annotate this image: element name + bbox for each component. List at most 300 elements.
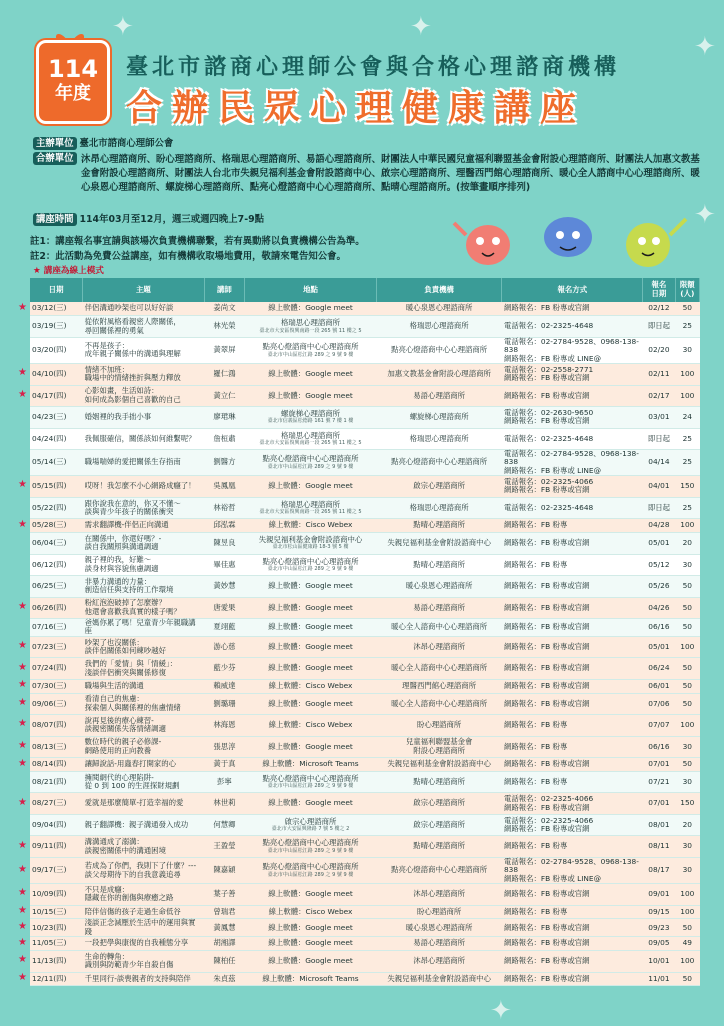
- row-location: [245, 793, 377, 815]
- row-org-text: 失親兒福利基金會附設諮商中心: [387, 973, 491, 983]
- row-register-text: 網路報名：FB 粉專: [503, 776, 568, 786]
- row-speaker: [204, 937, 245, 951]
- row-cap-text: 100: [680, 520, 695, 530]
- row-speaker: [204, 316, 245, 338]
- row-date: [30, 857, 83, 883]
- badge-year: 年度: [55, 83, 91, 104]
- row-date: [30, 836, 83, 858]
- row-topic-text: 跟你說我在意的，你又不懂～ 談與青少年孩子的關係衝突: [84, 498, 181, 516]
- row-org-text: 盼心理諮商所: [416, 720, 462, 730]
- row-speaker: [204, 364, 245, 386]
- row-cap: [675, 385, 699, 407]
- table-row: [30, 636, 700, 658]
- row-topic-text: 陪伴信傷的孩子走過生命低谷: [84, 906, 181, 916]
- row-topic-text: 需求翻譯機-伴侶正向溝通: [84, 520, 169, 530]
- row-date-text: 05/22(四): [32, 502, 67, 512]
- row-register-text: 網路報名：FB 粉專或官網: [503, 938, 590, 948]
- row-speaker: [204, 533, 245, 555]
- row-topic: [83, 407, 205, 429]
- row-location-text: 格瑞思心理諮商所: [280, 499, 341, 509]
- row-org: [376, 476, 502, 498]
- row-register: [502, 814, 643, 836]
- table-row: [30, 576, 700, 598]
- row-cap: [675, 715, 699, 737]
- row-register-text: 電話報名：02-2630-9650 網路報名：FB 粉專或官網: [503, 407, 594, 426]
- row-register: [502, 597, 643, 619]
- row-cap-text: 100: [680, 889, 695, 899]
- row-topic: [83, 450, 205, 476]
- note-2: 註2：此活動為免費公益講座，如有機構收取場地費用，敬請來電告知公會。: [30, 251, 346, 262]
- row-org-text: 易語心理諮商所: [413, 390, 466, 400]
- star-icon: ★: [18, 661, 27, 673]
- row-deadline-text: 即日起: [647, 321, 671, 331]
- row-deadline-text: 即日起: [647, 502, 671, 512]
- row-register-text: 電話報名：02-2784-9528、0968-138-838 網路報名：FB 粉專或 LINE@: [503, 449, 639, 475]
- year-badge: [36, 40, 110, 124]
- row-location: [245, 597, 377, 619]
- row-speaker: [204, 636, 245, 658]
- table-header-row: [30, 278, 700, 302]
- row-cap-text: 30: [682, 776, 693, 786]
- row-location-text: 線上軟體：Microsoft Teams: [262, 973, 359, 983]
- row-register-text: 電話報名：02-2325-4066 網路報名：FB 粉專或官網: [503, 815, 594, 834]
- row-date-text: 05/14(三): [32, 457, 67, 467]
- row-org-text: 易語心理諮商所: [413, 938, 466, 948]
- star-icon: ★: [18, 887, 27, 899]
- row-deadline: [643, 937, 675, 951]
- row-org: [376, 758, 502, 772]
- table-row: [30, 814, 700, 836]
- star-icon: ★: [18, 739, 27, 751]
- row-deadline: [643, 693, 675, 715]
- row-date: [30, 450, 83, 476]
- row-date: [30, 884, 83, 906]
- row-speaker-text: 賴威達: [213, 681, 236, 691]
- row-location: [245, 450, 377, 476]
- row-date: [30, 497, 83, 519]
- row-topic: [83, 758, 205, 772]
- table-row: [30, 554, 700, 576]
- row-org-text: 加惠文教基金會附設心理諮商所: [387, 369, 491, 379]
- row-org-text: 格瑞思心理諮商所: [409, 502, 469, 512]
- row-deadline: [643, 450, 675, 476]
- badge-number: 114: [47, 55, 99, 83]
- star-icon: ★: [18, 600, 27, 612]
- blue-monster-icon: [544, 217, 592, 257]
- row-register: [502, 497, 643, 519]
- table-row: [30, 476, 700, 498]
- row-cap: [675, 884, 699, 906]
- row-register-text: 網路報名：FB 粉專: [503, 559, 568, 569]
- row-cap-text: 100: [680, 369, 695, 379]
- row-cap: [675, 316, 699, 338]
- star-icon: ★: [18, 863, 27, 875]
- row-location: [245, 736, 377, 758]
- row-cap: [675, 636, 699, 658]
- row-cap: [675, 519, 699, 533]
- row-deadline-text: 05/01: [648, 641, 670, 651]
- row-speaker: [204, 476, 245, 498]
- page-title: 合辦民眾心理健康講座: [126, 88, 587, 129]
- row-speaker-text: 黃于真: [213, 759, 236, 769]
- row-deadline-text: 05/01: [648, 538, 670, 548]
- table-row: [30, 758, 700, 772]
- row-topic-text: 數位時代的親子必修課- 網路使用的正向教養: [84, 737, 162, 755]
- row-location: [245, 576, 377, 598]
- row-location-text: 線上軟體：Cisco Webex: [268, 681, 353, 691]
- row-speaker-text: 羅仁鴻: [213, 369, 236, 379]
- row-speaker-text: 夏翊藍: [213, 622, 236, 632]
- row-date-text: 09/11(四): [32, 841, 67, 851]
- row-location-address: 臺北市大安區興隆路 7 號 5 樓之 2: [271, 826, 350, 833]
- row-topic: [83, 428, 205, 450]
- row-org-text: 格瑞思心理諮商所: [409, 433, 469, 443]
- row-org-text: 暖心全人諮商中心心理諮商所: [391, 663, 488, 673]
- row-location-text: 線上軟體：Google meet: [268, 922, 353, 932]
- row-cap: [675, 937, 699, 951]
- row-org: [376, 857, 502, 883]
- row-register-text: 網路報名：FB 粉專或官網: [503, 602, 590, 612]
- row-cap-text: 50: [682, 922, 693, 932]
- row-cap-text: 30: [682, 841, 693, 851]
- row-topic: [83, 836, 205, 858]
- table-row: [30, 364, 700, 386]
- row-deadline: [643, 407, 675, 429]
- row-org: [376, 679, 502, 693]
- row-topic: [83, 302, 205, 316]
- row-deadline: [643, 316, 675, 338]
- row-location-text: 線上軟體：Google meet: [268, 698, 353, 708]
- decor-star-icon: ✦: [112, 12, 134, 42]
- row-org: [376, 715, 502, 737]
- row-location-address: 臺北市中山區松江路 289 之 9 號 9 樓: [267, 871, 354, 878]
- row-location: [245, 836, 377, 858]
- row-register: [502, 857, 643, 883]
- row-topic-text: 爸媽你累了嗎！兒童青少年親職講座: [84, 618, 196, 636]
- row-cap: [675, 554, 699, 576]
- row-org: [376, 619, 502, 637]
- row-date: [30, 337, 83, 363]
- row-topic: [83, 857, 205, 883]
- row-cap-text: 30: [682, 559, 693, 569]
- row-location-text: 線上軟體：Google meet: [268, 663, 353, 673]
- row-deadline-text: 05/26: [648, 581, 670, 591]
- row-date-text: 08/13(三): [32, 741, 67, 751]
- row-date-text: 09/17(三): [32, 865, 67, 875]
- row-deadline-text: 09/23: [648, 922, 670, 932]
- table-row: [30, 337, 700, 363]
- row-speaker: [204, 385, 245, 407]
- row-topic-text: 看清自己的焦慮： 探索個人與關係裡的焦慮情緒: [84, 694, 181, 712]
- row-register: [502, 554, 643, 576]
- table-row: [30, 428, 700, 450]
- star-icon: ★: [18, 479, 27, 491]
- row-cap-text: 25: [682, 502, 693, 512]
- row-cap: [675, 450, 699, 476]
- row-org: [376, 519, 502, 533]
- table-row: [30, 972, 700, 986]
- row-speaker: [204, 619, 245, 637]
- row-register-text: 網路報名：FB 粉專或官網: [503, 390, 590, 400]
- row-location: [245, 636, 377, 658]
- row-topic: [83, 385, 205, 407]
- row-location-address: 臺北市中山區松江路 289 之 9 號 9 樓: [267, 565, 354, 572]
- row-topic: [83, 814, 205, 836]
- row-cap: [675, 793, 699, 815]
- row-topic-text: 讓歸說話-用蟲春打開家的心: [84, 759, 177, 769]
- row-location-text: 線上軟體：Google meet: [268, 938, 353, 948]
- row-deadline-text: 08/11: [648, 841, 670, 851]
- table-row: [30, 450, 700, 476]
- row-topic-text: 心影如畫，生活如詩： 如何成為影個自己喜歡的自己: [84, 386, 181, 404]
- row-topic-text: 千里同行-談喪親者的支持與陪伴: [84, 973, 191, 983]
- row-topic-text: 哎呀！我怎麼不小心網路成癮了！: [84, 481, 196, 491]
- row-topic: [83, 884, 205, 906]
- row-date: [30, 919, 83, 937]
- row-cap: [675, 476, 699, 498]
- row-deadline-text: 06/16: [648, 622, 670, 632]
- col-location: 地點: [245, 278, 377, 302]
- row-deadline: [643, 554, 675, 576]
- row-cap: [675, 619, 699, 637]
- row-deadline-text: 09/05: [648, 938, 670, 948]
- row-location-text: 線上軟體：Cisco Webex: [268, 520, 353, 530]
- row-cap-text: 50: [682, 681, 693, 691]
- row-org: [376, 771, 502, 793]
- row-deadline: [643, 636, 675, 658]
- poster-header: [0, 0, 724, 135]
- row-register: [502, 337, 643, 363]
- row-speaker-text: 陳柏任: [213, 956, 236, 966]
- star-icon: ★: [33, 266, 41, 276]
- row-speaker-text: 王盈瑩: [213, 841, 236, 851]
- row-register-text: 網路報名：FB 粉專或官網: [503, 538, 590, 548]
- row-deadline: [643, 428, 675, 450]
- row-date-text: 05/28(三): [32, 520, 67, 530]
- row-org-text: 失親兒福利基金會附設諮商中心: [387, 759, 491, 769]
- row-register: [502, 476, 643, 498]
- row-location-text: 線上軟體：Cisco Webex: [268, 720, 353, 730]
- row-location-address: 臺北市信義區松德路 161 號 7 樓 1 樓: [267, 418, 354, 425]
- row-date-text: 03/12(三): [32, 303, 67, 313]
- row-register-text: 網路報名：FB 粉專或官網: [503, 922, 590, 932]
- row-speaker: [204, 576, 245, 598]
- row-deadline-text: 06/16: [648, 741, 670, 751]
- row-org: [376, 533, 502, 555]
- row-org: [376, 836, 502, 858]
- row-date-text: 04/17(四): [32, 390, 67, 400]
- star-icon: ★: [18, 679, 27, 691]
- row-speaker-text: 黃妙慧: [213, 581, 236, 591]
- row-topic-text: 淺談正念減壓於生活中的運用與實踐: [84, 918, 196, 936]
- row-org: [376, 937, 502, 951]
- row-date: [30, 793, 83, 815]
- row-topic: [83, 715, 205, 737]
- star-icon: ★: [18, 936, 27, 948]
- table-row: [30, 519, 700, 533]
- row-location: [245, 715, 377, 737]
- row-date-text: 08/21(四): [32, 776, 67, 786]
- row-cap-text: 30: [682, 345, 693, 355]
- row-date-text: 09/06(三): [32, 698, 67, 708]
- row-location: [245, 385, 377, 407]
- row-date-text: 08/27(三): [32, 798, 67, 808]
- row-speaker-text: 林裕哲: [213, 502, 236, 512]
- organizer-value: 臺北市諮商心理師公會: [79, 138, 174, 149]
- row-org: [376, 364, 502, 386]
- row-topic: [83, 364, 205, 386]
- row-speaker-text: 詹桓肅: [213, 433, 236, 443]
- row-location: [245, 337, 377, 363]
- row-cap-text: 150: [680, 481, 695, 491]
- row-deadline: [643, 771, 675, 793]
- star-icon: ★: [18, 796, 27, 808]
- row-register: [502, 758, 643, 772]
- table-row: [30, 497, 700, 519]
- row-topic: [83, 533, 205, 555]
- row-deadline-text: 08/17: [648, 865, 670, 875]
- table-row: [30, 857, 700, 883]
- row-topic-text: 親子翻譯機：親子溝通發入成功: [84, 819, 189, 829]
- row-cap-text: 50: [682, 759, 693, 769]
- row-speaker-text: 曾瑞君: [213, 906, 236, 916]
- row-speaker-text: 姜尚文: [213, 303, 236, 313]
- row-speaker: [204, 337, 245, 363]
- row-register: [502, 919, 643, 937]
- row-topic-text: 非暴力溝通的力量： 創造信任與支持的工作環境: [84, 576, 174, 595]
- row-org: [376, 450, 502, 476]
- row-deadline: [643, 884, 675, 906]
- row-topic: [83, 693, 205, 715]
- star-icon: ★: [18, 718, 27, 730]
- row-location: [245, 771, 377, 793]
- star-icon: ★: [18, 388, 27, 400]
- row-deadline: [643, 302, 675, 316]
- row-register: [502, 519, 643, 533]
- row-speaker: [204, 951, 245, 973]
- row-date: [30, 407, 83, 429]
- row-deadline-text: 07/01: [648, 759, 670, 769]
- row-topic-text: 在關係中，你還好嗎？- 談自我關照與溝通調適: [84, 533, 162, 552]
- row-register-text: 網路報名：FB 粉專或官網: [503, 663, 590, 673]
- row-cap-text: 20: [682, 819, 693, 829]
- row-org-text: 沐昂心理諮商所: [413, 889, 466, 899]
- row-register-text: 網路報名：FB 粉專: [503, 520, 568, 530]
- row-speaker-text: 林海恩: [213, 720, 236, 730]
- row-location-text: 線上軟體：Google meet: [268, 798, 353, 808]
- row-location: [245, 407, 377, 429]
- row-cap: [675, 693, 699, 715]
- row-date: [30, 619, 83, 637]
- row-org-text: 理醫西門館心理諮商所: [402, 681, 477, 691]
- row-location-text: 線上軟體：Google meet: [268, 481, 353, 491]
- row-speaker: [204, 428, 245, 450]
- row-location: [245, 972, 377, 986]
- row-topic: [83, 337, 205, 363]
- col-deadline: 報名 日期: [643, 278, 675, 302]
- table-row: [30, 736, 700, 758]
- row-date: [30, 693, 83, 715]
- row-org-text: 暖心泉恩心理諮商所: [405, 303, 473, 313]
- row-org: [376, 554, 502, 576]
- row-deadline-text: 06/24: [648, 663, 670, 673]
- organizer-line: [33, 137, 173, 151]
- row-deadline: [643, 951, 675, 973]
- row-cap-text: 150: [680, 798, 695, 808]
- row-date: [30, 576, 83, 598]
- row-cap-text: 24: [682, 412, 693, 422]
- table-body: [30, 302, 700, 986]
- row-speaker: [204, 972, 245, 986]
- row-location-text: 點亮心燈諮商中心心理諮商所: [262, 773, 359, 783]
- row-speaker-text: 何慧卿: [213, 819, 236, 829]
- col-register: 報名方式: [502, 278, 643, 302]
- row-location-address: 臺北市大安區復興南路一段 265 號 11 樓之 5: [259, 439, 362, 446]
- row-location-text: 點亮心燈諮商中心心理諮商所: [262, 342, 359, 352]
- row-cap: [675, 919, 699, 937]
- row-date: [30, 554, 83, 576]
- row-location: [245, 857, 377, 883]
- decor-star-icon: ✦: [694, 32, 716, 62]
- time-value: 114年03月至12月，週三或週四晚上7-9點: [79, 214, 264, 225]
- row-cap-text: 100: [680, 641, 695, 651]
- row-location-address: 臺北市大安區復興南路一段 265 號 11 樓之 5: [259, 509, 362, 516]
- row-speaker: [204, 814, 245, 836]
- row-cap: [675, 836, 699, 858]
- row-topic: [83, 919, 205, 937]
- row-cap-text: 50: [682, 622, 693, 632]
- row-deadline-text: 07/06: [648, 698, 670, 708]
- row-speaker: [204, 658, 245, 680]
- row-speaker: [204, 919, 245, 937]
- row-topic-text: 我佩服確信，關係該如何維繫呢？: [84, 433, 196, 443]
- col-cap: 限額 (人): [675, 278, 699, 302]
- row-register: [502, 937, 643, 951]
- row-topic: [83, 619, 205, 637]
- row-deadline-text: 06/01: [648, 681, 670, 691]
- row-register-text: 網路報名：FB 粉專或官網: [503, 956, 590, 966]
- row-topic: [83, 497, 205, 519]
- row-cap-text: 25: [682, 433, 693, 443]
- row-register-text: 網路報名：FB 粉專或官網: [503, 698, 590, 708]
- row-cap: [675, 771, 699, 793]
- row-location-text: 螺旋梯心理諮商所: [280, 409, 341, 419]
- row-location: [245, 519, 377, 533]
- row-topic: [83, 597, 205, 619]
- row-date-text: 09/04(四): [32, 819, 67, 829]
- star-icon: ★: [18, 905, 27, 917]
- row-register: [502, 533, 643, 555]
- row-register: [502, 771, 643, 793]
- row-register-text: 網路報名：FB 粉專或官網: [503, 641, 590, 651]
- row-org: [376, 951, 502, 973]
- row-date: [30, 771, 83, 793]
- row-deadline-text: 07/21: [648, 776, 670, 786]
- row-topic-text: 婚姻裡的我手拙小事: [84, 412, 152, 422]
- row-location: [245, 497, 377, 519]
- row-location-text: 點亮心燈諮商中心心理諮商所: [262, 454, 359, 464]
- row-location: [245, 302, 377, 316]
- row-register: [502, 715, 643, 737]
- row-cap-text: 100: [680, 956, 695, 966]
- row-org-text: 兒童福利聯盟基金會 附設心理諮商所: [405, 737, 473, 755]
- row-speaker: [204, 884, 245, 906]
- row-speaker: [204, 679, 245, 693]
- row-deadline-text: 09/01: [648, 889, 670, 899]
- row-org: [376, 302, 502, 316]
- row-cap: [675, 758, 699, 772]
- row-cap: [675, 857, 699, 883]
